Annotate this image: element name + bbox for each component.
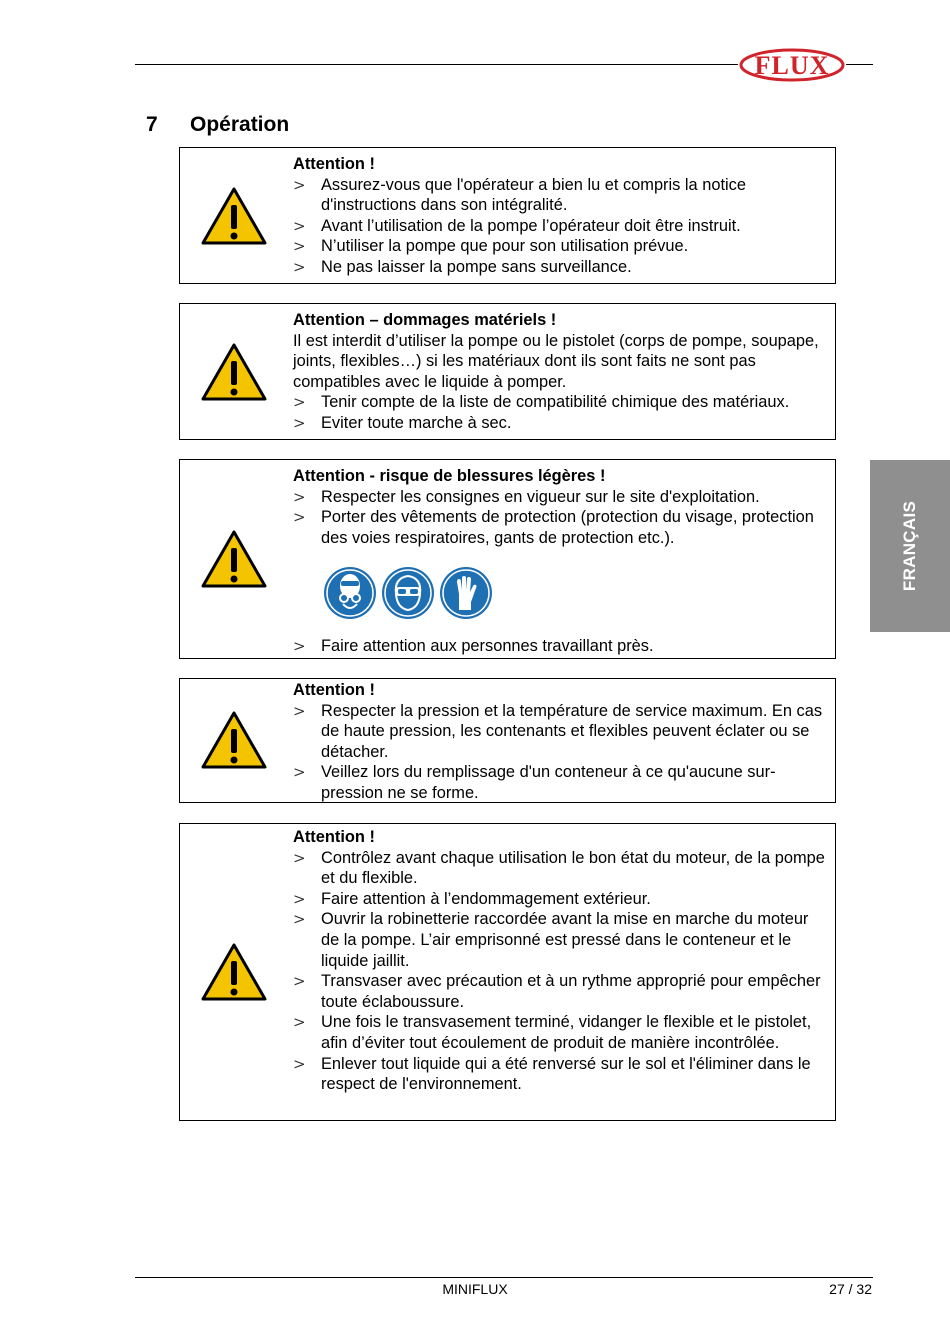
warning-box-operation (179, 823, 836, 1121)
warning-box-pressure (179, 678, 836, 803)
bullet-list (293, 175, 831, 278)
warning-heading: Attention ! (293, 155, 375, 173)
warning-triangle-icon (200, 942, 268, 1002)
respirator-mask-icon (323, 566, 377, 620)
warning-triangle-icon (200, 342, 268, 402)
section-title: Opération (190, 113, 290, 136)
list-item: > Une fois le transvasement terminé, vidanger le flexible et le pistolet, afin d’éviter tout écoulement de produit de manière incontrôlée. (293, 1013, 812, 1052)
list-item: > Enlever tout liquide qui a été renversé sur le sol et l'éliminer dans le respect de l'environnement. (293, 1054, 811, 1094)
warning-triangle-icon (200, 710, 268, 770)
warning-heading: Attention - risque de blessures légères ! (293, 467, 606, 485)
list-item: > Ne pas laisser la pompe sans surveillance. (293, 257, 632, 276)
list-item: > Ouvrir la robinetterie raccordée avant la mise en marche du moteur de la pompe. L’air emprisonné est pressé dans le conteneur et le liquide jaillit. (293, 910, 809, 970)
list-item: > Faire attention à l’endommagement extérieur. (293, 889, 651, 908)
section-heading (146, 113, 289, 137)
warning-triangle-icon (200, 529, 268, 589)
list-item: > Contrôlez avant chaque utilisation le bon état du moteur, de la pompe et du flexible. (293, 848, 825, 888)
list-item: > Porter des vêtements de protection (protection du visage, protection des voies respiratoires, gants de protection etc.). (293, 508, 814, 547)
warning-box-general (179, 147, 836, 284)
warning-heading: Attention ! (293, 681, 375, 699)
bullet-list (293, 701, 831, 804)
warning-box-injury (179, 459, 836, 659)
page-number: 27 / 32 (829, 1281, 872, 1297)
safety-goggles-icon (381, 566, 435, 620)
section-number: 7 (146, 113, 158, 136)
list-item: > Respecter les consignes en vigueur sur le site d'exploitation. (293, 487, 760, 506)
footer-doc-name: MINIFLUX (442, 1281, 508, 1297)
list-item: > Veillez lors du remplissage d'un conteneur à ce qu'aucune surpression ne se forme. (293, 763, 776, 802)
list-item: > Respecter la pression et la température de service maximum. En cas de haute pression, les contenants et flexibles peuvent éclater ou se détacher. (293, 701, 823, 761)
bullet-list (293, 636, 831, 657)
list-item: > Eviter toute marche à sec. (293, 413, 512, 432)
warning-box-material-damage (179, 303, 836, 440)
warning-heading: Attention – dommages matériels ! (293, 311, 557, 329)
list-item: > Tenir compte de la liste de compatibilité chimique des matériaux. (293, 393, 790, 412)
logo-text: FLUX (754, 51, 830, 80)
bullet-list (293, 848, 831, 1095)
warning-paragraph: Il est interdit d’utiliser la pompe ou le pistolet (corps de pompe, soupape, joints, flexibles…) si les matériaux dont ils sont faits ne sont pas compatibles avec le liquide à pomper. (293, 331, 819, 391)
list-item: > N’utiliser la pompe que pour son utilisation prévue. (293, 237, 689, 256)
list-item: > Assurez-vous que l'opérateur a bien lu et compris la notice d'instructions dans son intégralité. (293, 175, 746, 215)
ppe-icons-row (323, 566, 831, 620)
warning-triangle-icon (200, 186, 268, 246)
list-item: > Transvaser avec précaution et à un rythme approprié pour empêcher toute éclaboussure. (293, 972, 821, 1011)
list-item: > Faire attention aux personnes travaillant près. (293, 637, 654, 656)
bullet-list (293, 487, 831, 549)
language-tab (870, 460, 950, 632)
list-item: > Avant l’utilisation de la pompe l’opérateur doit être instruit. (293, 216, 741, 235)
footer-rule (135, 1277, 873, 1278)
language-tab-label: FRANÇAIS (900, 500, 920, 592)
bullet-list (293, 392, 831, 433)
protective-gloves-icon (439, 566, 493, 620)
flux-logo (738, 46, 846, 84)
warning-heading: Attention ! (293, 828, 375, 846)
